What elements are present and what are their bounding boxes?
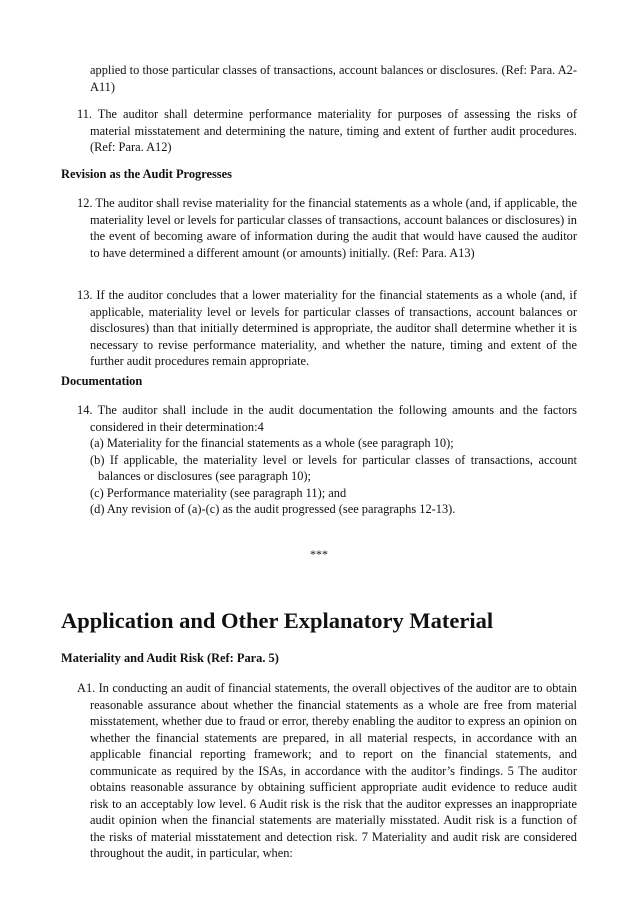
paragraph-14-item-a: (a) Materiality for the financial statements as a whole (see paragraph 10); — [90, 436, 454, 450]
paragraph-14-item-b: (b) If applicable, the materiality level or levels for particular classes of transactions, account balances or disclosures (see paragraph 10); — [90, 452, 577, 483]
paragraph-a1: A1. In conducting an audit of financial statements, the overall objectives of the auditor are to obtain reasonable assurance about whether the financial statements as a whole are free from material misstatement, whether due to fraud or error, thereby enabling the auditor to express an opinion on whether the financial statements are prepared, in all material respects, in accordance with an applicable financial reporting framework; and to report on the financial statements, and communicate as required by the ISAs, in accordance with the auditor’s findings. 5 The auditor obtains reasonable assurance by obtaining sufficient appropriate audit evidence to reduce audit risk to an acceptably low level. 6 Audit risk is the risk that the auditor expresses an inappropriate audit opinion when the financial statements are materially misstated. Audit risk is a function of the risks of material misstatement and detection risk. 7 Materiality and audit risk are considered throughout the audit, in particular, when: — [77, 681, 577, 860]
paragraph-14-item-c: (c) Performance materiality (see paragraph 11); and — [90, 485, 347, 500]
section-separator: *** — [310, 547, 328, 561]
section-title: Application and Other Explanatory Material — [61, 608, 494, 633]
paragraph-14-item-d: (d) Any revision of (a)-(c) as the audit progressed (see paragraphs 12-13). — [90, 502, 456, 516]
paragraph-13: 13. If the auditor concludes that a lower materiality for the financial statements as a whole (and, if applicable, materiality level or levels for particular classes of transactions, account balances or disclosures) than that initially determined is appropriate, the auditor shall determine whether it is necessary to revise performance materiality, and whether the nature, timing and extent of the further audit procedures remain appropriate. — [77, 288, 577, 368]
heading-revision: Revision as the Audit Progresses — [61, 167, 232, 181]
paragraph-14 — [77, 402, 577, 518]
paragraph-14-intro: 14. The auditor shall include in the audit documentation the following amounts and the factors considered in their determination:4 — [77, 403, 577, 434]
paragraph-11: 11. The auditor shall determine performance materiality for purposes of assessing the risks of material misstatement and determining the nature, timing and extent of further audit procedures. (Ref: Para. A12) — [77, 107, 577, 154]
paragraph-12: 12. The auditor shall revise materiality for the financial statements as a whole (and, if applicable, the materiality level or levels for particular classes of transactions, account balances or disclosures) in the event of becoming aware of information during the audit that would have caused the auditor to have determined a different amount (or amounts) initially. (Ref: Para. A13) — [77, 196, 577, 260]
continuation-paragraph: applied to those particular classes of transactions, account balances or disclosures. (Ref: Para. A2-A11) — [90, 63, 577, 94]
heading-documentation: Documentation — [61, 374, 143, 388]
heading-materiality: Materiality and Audit Risk (Ref: Para. 5) — [61, 651, 279, 665]
